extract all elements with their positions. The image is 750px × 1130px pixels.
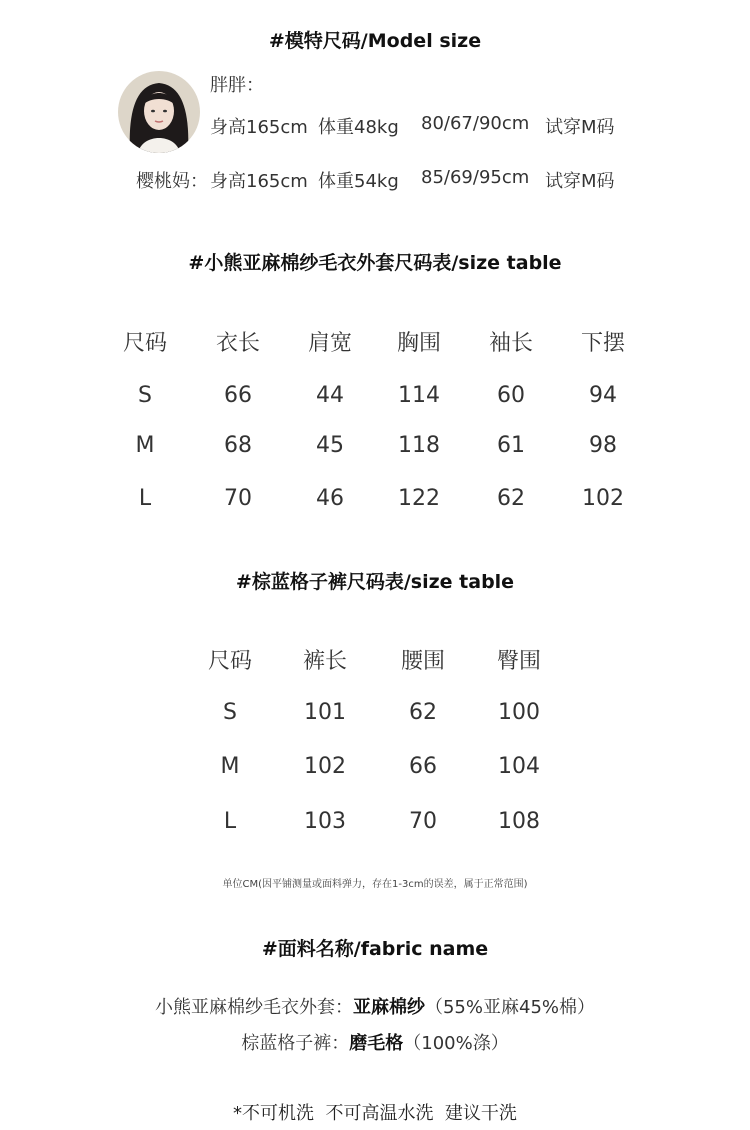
- table-header: 尺码: [207, 649, 252, 674]
- table-cell: 98: [589, 433, 617, 458]
- table-cell: 68: [224, 433, 252, 458]
- table-header: 肩宽: [307, 331, 352, 356]
- table-header: 袖长: [488, 331, 533, 356]
- model-size-title: #模特尺码/Model size: [268, 30, 482, 52]
- table-cell: 45: [316, 433, 344, 458]
- fabric-detail: （100%涤）: [403, 1033, 509, 1054]
- fabric-label: 小熊亚麻棉纱毛衣外套：: [154, 997, 353, 1018]
- model-2-measurements: 85/69/95cm: [421, 167, 530, 188]
- table-cell: M: [135, 433, 155, 458]
- table-cell: 44: [316, 383, 344, 408]
- table-cell: S: [223, 700, 237, 725]
- table-cell: 101: [304, 700, 346, 725]
- table-cell: 118: [398, 433, 440, 458]
- table-header: 尺码: [122, 331, 167, 356]
- fabric-line-pants: [0, 1029, 750, 1055]
- model-1-measurements: 80/67/90cm: [421, 113, 530, 134]
- table-header: 衣长: [215, 331, 260, 356]
- model-1-weight: 体重48kg: [318, 117, 399, 138]
- measurement-note: 单位CM(因平铺测量或面料弹力，存在1-3cm的误差，属于正常范围): [222, 879, 528, 890]
- table-cell: 60: [497, 383, 525, 408]
- table-cell: 70: [409, 809, 437, 834]
- table-header: 腰围: [400, 649, 445, 674]
- table-cell: L: [223, 809, 237, 834]
- table-cell: 66: [224, 383, 252, 408]
- table-cell: 103: [304, 809, 346, 834]
- table-cell: 122: [398, 486, 440, 511]
- model-2-tried-size: 试穿M码: [545, 171, 615, 192]
- fabric-label: 棕蓝格子裤：: [241, 1033, 350, 1054]
- model-1-height: 身高165cm: [210, 117, 308, 138]
- table-cell: 61: [497, 433, 525, 458]
- table-cell: 62: [409, 700, 437, 725]
- table-header: 臀围: [496, 649, 541, 674]
- model-1-tried-size: 试穿M码: [545, 117, 615, 138]
- table-header: 下摆: [580, 331, 625, 356]
- table-cell: 100: [498, 700, 540, 725]
- model-avatar: [118, 71, 200, 153]
- model-2-weight: 体重54kg: [318, 171, 399, 192]
- table-cell: 46: [316, 486, 344, 511]
- model-2-name: 樱桃妈：: [136, 171, 208, 192]
- model-1-name: 胖胖：: [210, 75, 264, 96]
- fabric-material: 亚麻棉纱: [352, 997, 425, 1018]
- table-cell: 70: [224, 486, 252, 511]
- table-cell: M: [220, 754, 240, 779]
- table-cell: 102: [582, 486, 624, 511]
- table-cell: 62: [497, 486, 525, 511]
- fabric-detail: （55%亚麻45%棉）: [424, 997, 595, 1018]
- sweater-table-title: #小熊亚麻棉纱毛衣外套尺码表/size table: [188, 252, 562, 274]
- care-instructions: *不可机洗 不可高温水洗 建议干洗: [233, 1103, 517, 1124]
- table-cell: S: [138, 383, 152, 408]
- table-cell: 114: [398, 383, 440, 408]
- fabric-title: #面料名称/fabric name: [261, 938, 489, 960]
- table-header: 裤长: [302, 649, 347, 674]
- pants-table-title: #棕蓝格子裤尺码表/size table: [235, 571, 515, 593]
- table-header: 胸围: [396, 331, 441, 356]
- table-cell: 108: [498, 809, 540, 834]
- fabric-line-sweater: [0, 993, 750, 1019]
- model-2-height: 身高165cm: [210, 171, 308, 192]
- table-cell: L: [138, 486, 152, 511]
- table-cell: 102: [304, 754, 346, 779]
- fabric-material: 磨毛格: [349, 1033, 404, 1054]
- table-cell: 66: [409, 754, 437, 779]
- table-cell: 94: [589, 383, 617, 408]
- table-cell: 104: [498, 754, 540, 779]
